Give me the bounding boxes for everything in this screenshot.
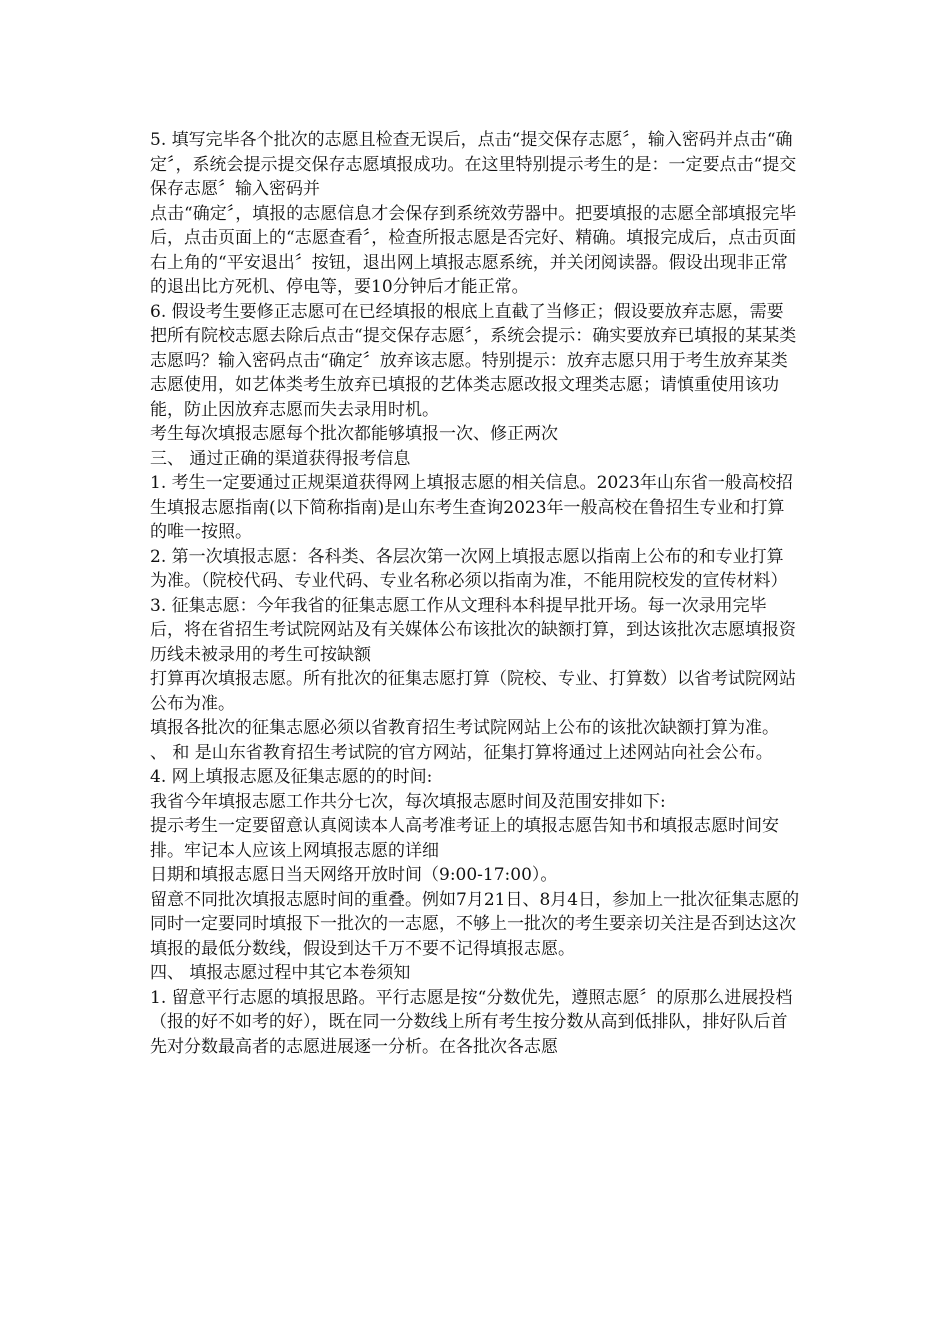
section-heading-4: 四、 填报志愿过程中其它本卷须知 [150, 963, 411, 983]
paragraph-item-1: 1. 考生一定要通过正规渠道获得网上填报志愿的相关信息。2023年山东省一般高校招生填报志愿指南(以下简称指南)是山东考生查询2023年一般高校在鲁招生专业和打算的唯一按照。 [150, 473, 793, 542]
paragraph-step5-submit: 5. 填写完毕各个批次的志愿且检查无误后，点击“提交保存志愿〞，输入密码并点击“确定〞，系统会提示提交保存志愿填报成功。在这里特别提示考生的是：一定要点击“提交保存志愿〞输入密码并 [150, 130, 797, 199]
paragraph-item-3: 3. 征集志愿：今年我省的征集志愿工作从文理科本科提早批开场。每一次录用完毕后，将在省招生考试院网站及有关媒体公布该批次的缺额打算，到达该批次志愿填报资历线未被录用的考生可按缺额 [150, 595, 796, 665]
paragraph-parallel: 1. 留意平行志愿的填报思路。平行志愿是按“分数优先，遵照志愿〞的原那么进展投档（报的好不如考的好），既在同一分数线上所有考生按分数从高到低排队，排好队后首先对分数最高者的志愿进展逐一分析。在各批次各志愿 [150, 987, 793, 1057]
paragraph-overlap: 留意不同批次填报志愿时间的重叠。例如7月21日、8月4日，参加上一批次征集志愿的同时一定要同时填报下一批次的一志愿，不够上一批次的考生要亲切关注是否到达这次填报的最低分数线，假设到达千万不要不记得填报志愿。 [150, 889, 800, 959]
section-heading-3: 三、 通过正确的渠道获得报考信息 [150, 448, 411, 469]
paragraph-item-4: 4. 网上填报志愿及征集志愿的的时间: [150, 767, 433, 787]
paragraph-step5-confirm: 点击“确定〞，填报的志愿信息才会保存到系统效劳器中。把要填报的志愿全部填报完毕后，点击页面上的“志愿查看〞，检查所报志愿是否完好、精确。填报完成后，点击页面右上角的“平安退出〞按钮，退出网上填报志愿系统，并关闭阅读器。假设出现非正常的退出比方死机、停电等，要10分钟后才能正常。 [150, 203, 797, 297]
paragraph-quota-note: 填报各批次的征集志愿必须以省教育招生考试院网站上公布的该批次缺额打算为准。 [150, 718, 779, 738]
paragraph-reminder: 提示考生一定要留意认真阅读本人高考准考证上的填报志愿告知书和填报志愿时间安排。牢记本人应该上网填报志愿的详细 [150, 816, 779, 861]
paragraph-modify-limit: 考生每次填报志愿每个批次都能够填报一次、修正两次 [150, 424, 558, 444]
document-body [150, 128, 800, 1059]
paragraph-official-site: 、 和 是山东省教育招生考试院的官方网站，征集打算将通过上述网站向社会公布。 [150, 742, 773, 763]
paragraph-item-3-cont: 打算再次填报志愿。所有批次的征集志愿打算（院校、专业、打算数）以省考试院网站公布为准。 [150, 669, 796, 714]
paragraph-item-2: 2. 第一次填报志愿：各科类、各层次第一次网上填报志愿以指南上公布的和专业打算为准。（院校代码、专业代码、专业名称必须以指南为准，不能用院校发的宣传材料） [150, 546, 788, 591]
paragraph-step6-modify: 6. 假设考生要修正志愿可在已经填报的根底上直截了当修正；假设要放弃志愿，需要把所有院校志愿去除后点击“提交保存志愿〞，系统会提示：确实要放弃已填报的某某类志愿吗？输入密码点击“确定〞放弃该志愿。特别提示：放弃志愿只用于考生放弃某类志愿使用，如艺体类考生放弃已填报的艺体类志愿改报文理类志愿；请慎重使用该功能，防止因放弃志愿而失去录用时机。 [150, 301, 797, 420]
paragraph-schedule-intro: 我省今年填报志愿工作共分七次，每次填报志愿时间及范围安排如下: [150, 791, 666, 812]
paragraph-time-window: 日期和填报志愿日当天网络开放时间（9:00-17:00）。 [150, 865, 558, 885]
